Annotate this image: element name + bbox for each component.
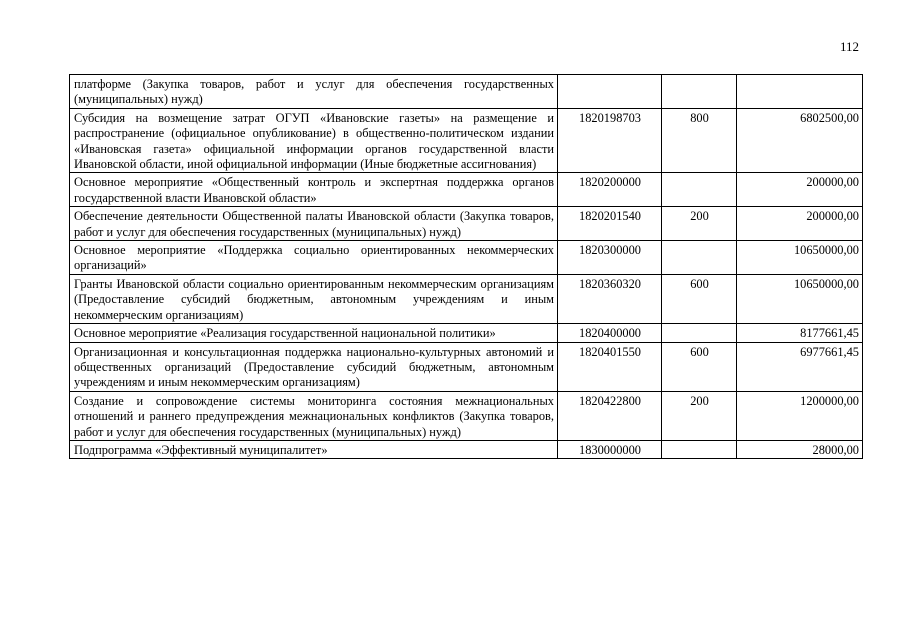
table-row [70,173,863,207]
row-target-code: 1820300000 [558,241,662,275]
row-amount: 200000,00 [737,207,863,241]
row-target-code: 1820200000 [558,173,662,207]
row-expense-type [662,75,737,109]
row-amount: 8177661,45 [737,324,863,342]
table-row [70,342,863,391]
row-description: Основное мероприятие «Поддержка социально ориентированных некоммерческих организаций» [70,241,558,275]
row-amount: 28000,00 [737,440,863,458]
row-target-code: 1820401550 [558,342,662,391]
budget-table [69,74,863,459]
row-description: Основное мероприятие «Общественный контроль и экспертная поддержка органов государственной власти Ивановской области» [70,173,558,207]
table-row [70,274,863,323]
table-row [70,207,863,241]
table-row [70,75,863,109]
row-amount: 200000,00 [737,173,863,207]
row-expense-type: 200 [662,207,737,241]
row-description: Субсидия на возмещение затрат ОГУП «Ивановские газеты» на размещение и распространение (официальное опубликование) в общественно-политическом издании «Ивановская газета» официальной информации органов государственной власти Ивановской области, иной официальной информации (Иные бюджетные ассигнования) [70,108,558,173]
row-amount: 1200000,00 [737,391,863,440]
row-expense-type [662,324,737,342]
row-expense-type: 800 [662,108,737,173]
row-expense-type [662,241,737,275]
row-target-code: 1820360320 [558,274,662,323]
row-amount: 10650000,00 [737,241,863,275]
row-description: Подпрограмма «Эффективный муниципалитет» [70,440,558,458]
row-amount: 6802500,00 [737,108,863,173]
row-expense-type [662,440,737,458]
table-row [70,440,863,458]
row-target-code: 1820400000 [558,324,662,342]
row-description: Создание и сопровождение системы мониторинга состояния межнациональных отношений и раннего предупреждения межнациональных конфликтов (Закупка товаров, работ и услуг для обеспечения государственных (муниципальных) нужд) [70,391,558,440]
table-row [70,108,863,173]
row-description: Гранты Ивановской области социально ориентированным некоммерческим организациям (Предоставление субсидий бюджетным, автономным учреждениям и иным некоммерческим организациям) [70,274,558,323]
table-row [70,241,863,275]
row-amount [737,75,863,109]
row-target-code [558,75,662,109]
row-expense-type: 600 [662,274,737,323]
row-expense-type: 600 [662,342,737,391]
row-target-code: 1820198703 [558,108,662,173]
row-description: Обеспечение деятельности Общественной палаты Ивановской области (Закупка товаров, работ и услуг для обеспечения государственных (муниципальных) нужд) [70,207,558,241]
row-amount: 10650000,00 [737,274,863,323]
row-description: Основное мероприятие «Реализация государственной национальной политики» [70,324,558,342]
page-number: 112 [839,39,859,54]
row-expense-type [662,173,737,207]
row-amount: 6977661,45 [737,342,863,391]
row-target-code: 1820201540 [558,207,662,241]
row-description: Организационная и консультационная поддержка национально-культурных автономий и общественных организаций (Предоставление субсидий бюджетным, автономным учреждениям и иным некоммерческим организациям) [70,342,558,391]
table-row [70,391,863,440]
row-expense-type: 200 [662,391,737,440]
row-target-code: 1830000000 [558,440,662,458]
row-description: платформе (Закупка товаров, работ и услуг для обеспечения государственных (муниципальных) нужд) [70,75,558,109]
row-target-code: 1820422800 [558,391,662,440]
table-row [70,324,863,342]
